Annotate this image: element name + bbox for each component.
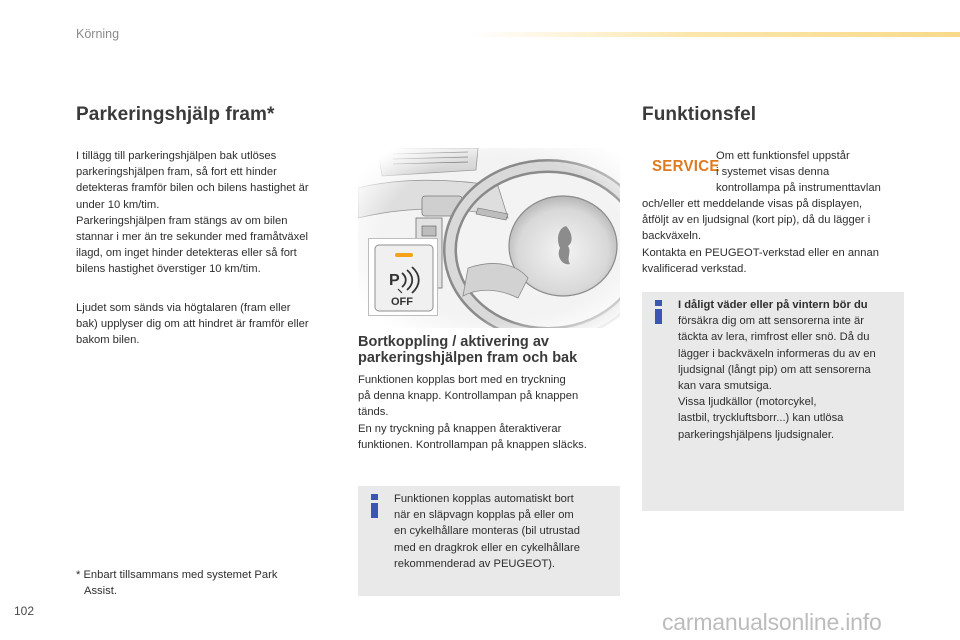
svg-text:P: P [389, 272, 400, 289]
text-line: Kontakta en PEUGEOT-verkstad eller en annan [642, 246, 879, 259]
text-line: Vissa ljudkällor (motorcykel, [678, 396, 817, 409]
right-paragraph-full [642, 196, 912, 277]
text-line: lägger i backväxeln informeras du av en [678, 347, 876, 360]
text-line: med en dragkrok eller en cykelhållare [394, 541, 580, 554]
text-line: backväxeln. [642, 230, 702, 243]
text-line: Funktionen kopplas automatiskt bort [394, 493, 574, 505]
text-line: under 10 km/tim. [76, 198, 160, 211]
text-line: En ny tryckning på knappen återaktiverar [358, 422, 562, 435]
left-title: Parkeringshjälp fram* [76, 104, 275, 125]
text-line: försäkra dig om att sensorerna inte är [678, 315, 864, 328]
text-line: ilagd, om inget hinder detekteras eller så fort [76, 247, 297, 260]
text-line: * Enbart tillsammans med systemet Park [76, 569, 278, 581]
left-paragraph-2 [76, 300, 346, 349]
watermark: carmanualsonline.info [662, 609, 882, 635]
subtitle-line: Bortkoppling / aktivering av [358, 334, 549, 350]
info-heading: I dåligt väder eller på vintern bör du [678, 299, 868, 311]
text-line: ljudsignal (långt pip) om att sensorerna [678, 363, 871, 376]
text-line: rekommenderad av PEUGEOT). [394, 557, 556, 570]
parking-sensor-off-button-drawing [369, 239, 439, 317]
text-line: Om ett funktionsfel uppstår [716, 150, 850, 162]
text-line: när en släpvagn kopplas på eller om [394, 509, 574, 522]
text-line: Funktionen kopplas bort med en tryckning [358, 374, 566, 386]
right-paragraph-indented [716, 148, 916, 197]
text-line: på denna knapp. Kontrollampan på knappen [358, 390, 579, 403]
service-warning-icon: SERVICE [652, 157, 720, 176]
header-accent-band [470, 32, 960, 37]
text-line: Parkeringshjälpen fram stängs av om bilen [76, 214, 288, 227]
text-line: bilens hastighet överstiger 10 km/tim. [76, 263, 261, 276]
text-line: täckta av lera, rimfrost eller snö. Då du [678, 331, 870, 344]
info-text [394, 491, 616, 572]
text-line: och/eller ett meddelande visas på displayen, [642, 198, 863, 210]
section-label: Körning [76, 27, 120, 41]
parking-sensor-button-inset [368, 238, 438, 316]
text-line: tänds. [358, 406, 389, 419]
middle-info-box [358, 486, 620, 596]
left-paragraph-1 [76, 148, 346, 278]
text-line: detekteras framför bilen och bilens hastighet är [76, 182, 309, 195]
right-info-box [642, 292, 904, 511]
text-line: parkeringshjälpens ljudsignaler. [678, 428, 835, 441]
page-number: 102 [14, 604, 35, 618]
text-line: lastbil, tryckluftsborr...) kan utlösa [678, 412, 844, 425]
text-line: åtföljt av en ljudsignal (kort pip), då du lägger i [642, 214, 871, 227]
text-line: bakom bilen. [76, 334, 140, 347]
middle-paragraph [358, 372, 620, 453]
text-line: parkeringshjälpen fram, så fort ett hinder [76, 166, 277, 179]
subtitle-line: parkeringshjälpen fram och bak [358, 350, 578, 366]
right-title: Funktionsfel [642, 104, 757, 125]
text-line: Assist. [84, 585, 117, 598]
text-line: bak) upplyser dig om att hindret är framför eller [76, 318, 309, 331]
footnote [76, 567, 346, 599]
middle-subtitle [358, 334, 577, 366]
text-line: kontrollampa på instrumenttavlan [716, 182, 881, 195]
off-label: OFF [391, 296, 413, 308]
text-line: i systemet visas denna [716, 166, 830, 179]
text-line: Ljudet som sänds via högtalaren (fram eller [76, 302, 291, 314]
text-line: stannar i mer än tre sekunder med framåtväxel [76, 231, 308, 244]
info-text [678, 297, 900, 443]
text-line: kvalificerad verkstad. [642, 262, 747, 275]
text-line: kan vara smutsiga. [678, 380, 772, 393]
text-line: funktionen. Kontrollampan på knappen släcks. [358, 438, 587, 451]
text-line: en cykelhållare monteras (bil utrustad [394, 525, 580, 538]
text-line: I tillägg till parkeringshjälpen bak utlöses [76, 150, 277, 162]
